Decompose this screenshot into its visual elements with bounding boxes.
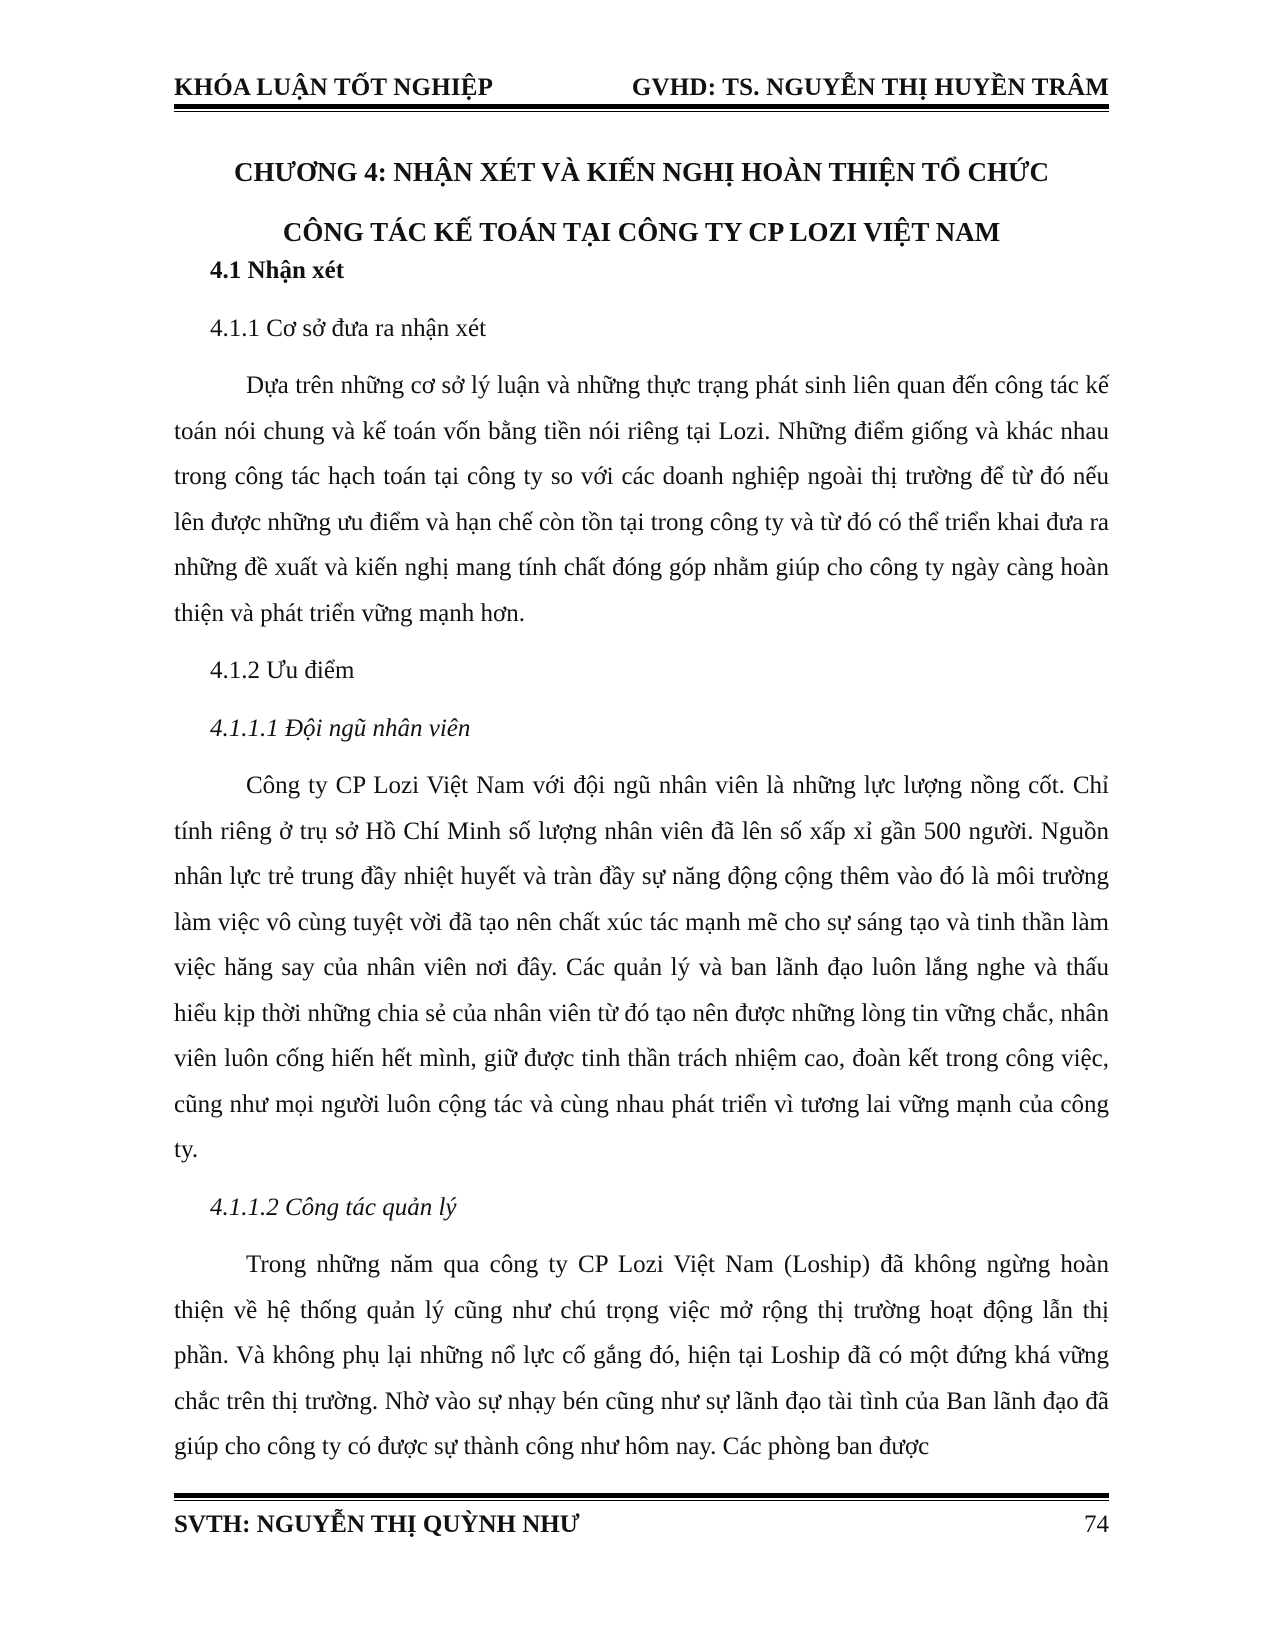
page-header xyxy=(174,68,1109,102)
chapter-title-line-1: CHƯƠNG 4: NHẬN XÉT VÀ KIẾN NGHỊ HOÀN THIỆN TỔ CHỨC xyxy=(233,157,1050,187)
footer-student: SVTH: NGUYỄN THỊ QUỲNH NHƯ xyxy=(174,1511,580,1538)
header-thesis-label: KHÓA LUẬN TỐT NGHIỆP xyxy=(174,74,494,101)
heading-4-1: 4.1 Nhận xét xyxy=(210,257,345,284)
paragraph-staff: Công ty CP Lozi Việt Nam với đội ngũ nhân viên là những lực lượng nồng cốt. Chỉ tính riêng ở trụ sở Hồ Chí Minh số lượng nhân viên đã lên số xấp xỉ gần 500 người. Nguồn nhân lực trẻ trung đầy nhiệt huyết và tràn đầy sự năng động cộng thêm vào đó là môi trường làm việc vô cùng tuyệt vời đã tạo nên chất xúc tác mạnh mẽ cho sự sáng tạo và tinh thần làm việc hăng say của nhân viên nơi đây. Các quản lý và ban lãnh đạo luôn lắng nghe và thấu hiểu kịp thời những chia sẻ của nhân viên từ đó tạo nên được những lòng tin vững chắc, nhân viên luôn cống hiến hết mình, giữ được tinh thần trách nhiệm cao, đoàn kết trong công việc, cũng như mọi người luôn cộng tác và cùng nhau phát triển vì tương lai vững mạnh của công ty. xyxy=(174,772,1109,1163)
page-footer xyxy=(174,1508,1109,1542)
header-rule-thin xyxy=(174,111,1109,112)
heading-4-1-1: 4.1.1 Cơ sở đưa ra nhận xét xyxy=(210,314,487,342)
heading-4-1-1-1: 4.1.1.1 Đội ngũ nhân viên xyxy=(210,714,471,742)
footer-rule-thin xyxy=(174,1500,1109,1501)
paragraph-basis: Dựa trên những cơ sở lý luận và những thực trạng phát sinh liên quan đến công tác kế toán nói chung và kế toán vốn bằng tiền nói riêng tại Lozi. Những điểm giống và khác nhau trong công tác hạch toán tại công ty so với các doanh nghiệp ngoài thị trường để từ đó nếu lên được những ưu điểm và hạn chế còn tồn tại trong công ty và từ đó có thể triển khai đưa ra những đề xuất và kiến nghị mang tính chất đóng góp nhằm giúp cho công ty ngày càng hoàn thiện và phát triển vững mạnh hơn. xyxy=(174,372,1109,627)
page-number: 74 xyxy=(1084,1511,1109,1538)
heading-4-1-2: 4.1.2 Ưu điểm xyxy=(210,657,355,684)
chapter-title xyxy=(174,142,1109,262)
footer-rule xyxy=(174,1493,1109,1498)
chapter-title-line-2: CÔNG TÁC KẾ TOÁN TẠI CÔNG TY CP LOZI VIỆT NAM xyxy=(282,217,1001,247)
header-rule xyxy=(174,104,1109,109)
header-advisor: GVHD: TS. NGUYỄN THỊ HUYỀN TRÂM xyxy=(631,74,1109,101)
paragraph-management: Trong những năm qua công ty CP Lozi Việt Nam (Loship) đã không ngừng hoàn thiện về hệ thống quản lý cũng như chú trọng việc mở rộng thị trường hoạt động lẫn thị phần. Và không phụ lại những nổ lực cố gắng đó, hiện tại Loship đã có một đứng khá vững chắc trên thị trường. Nhờ vào sự nhạy bén cũng như sự lãnh đạo tài tình của Ban lãnh đạo đã giúp cho công ty có được sự thành công như hôm nay. Các phòng ban được xyxy=(174,1251,1109,1460)
heading-4-1-1-2: 4.1.1.2 Công tác quản lý xyxy=(210,1193,457,1221)
body-content xyxy=(174,248,1109,1482)
